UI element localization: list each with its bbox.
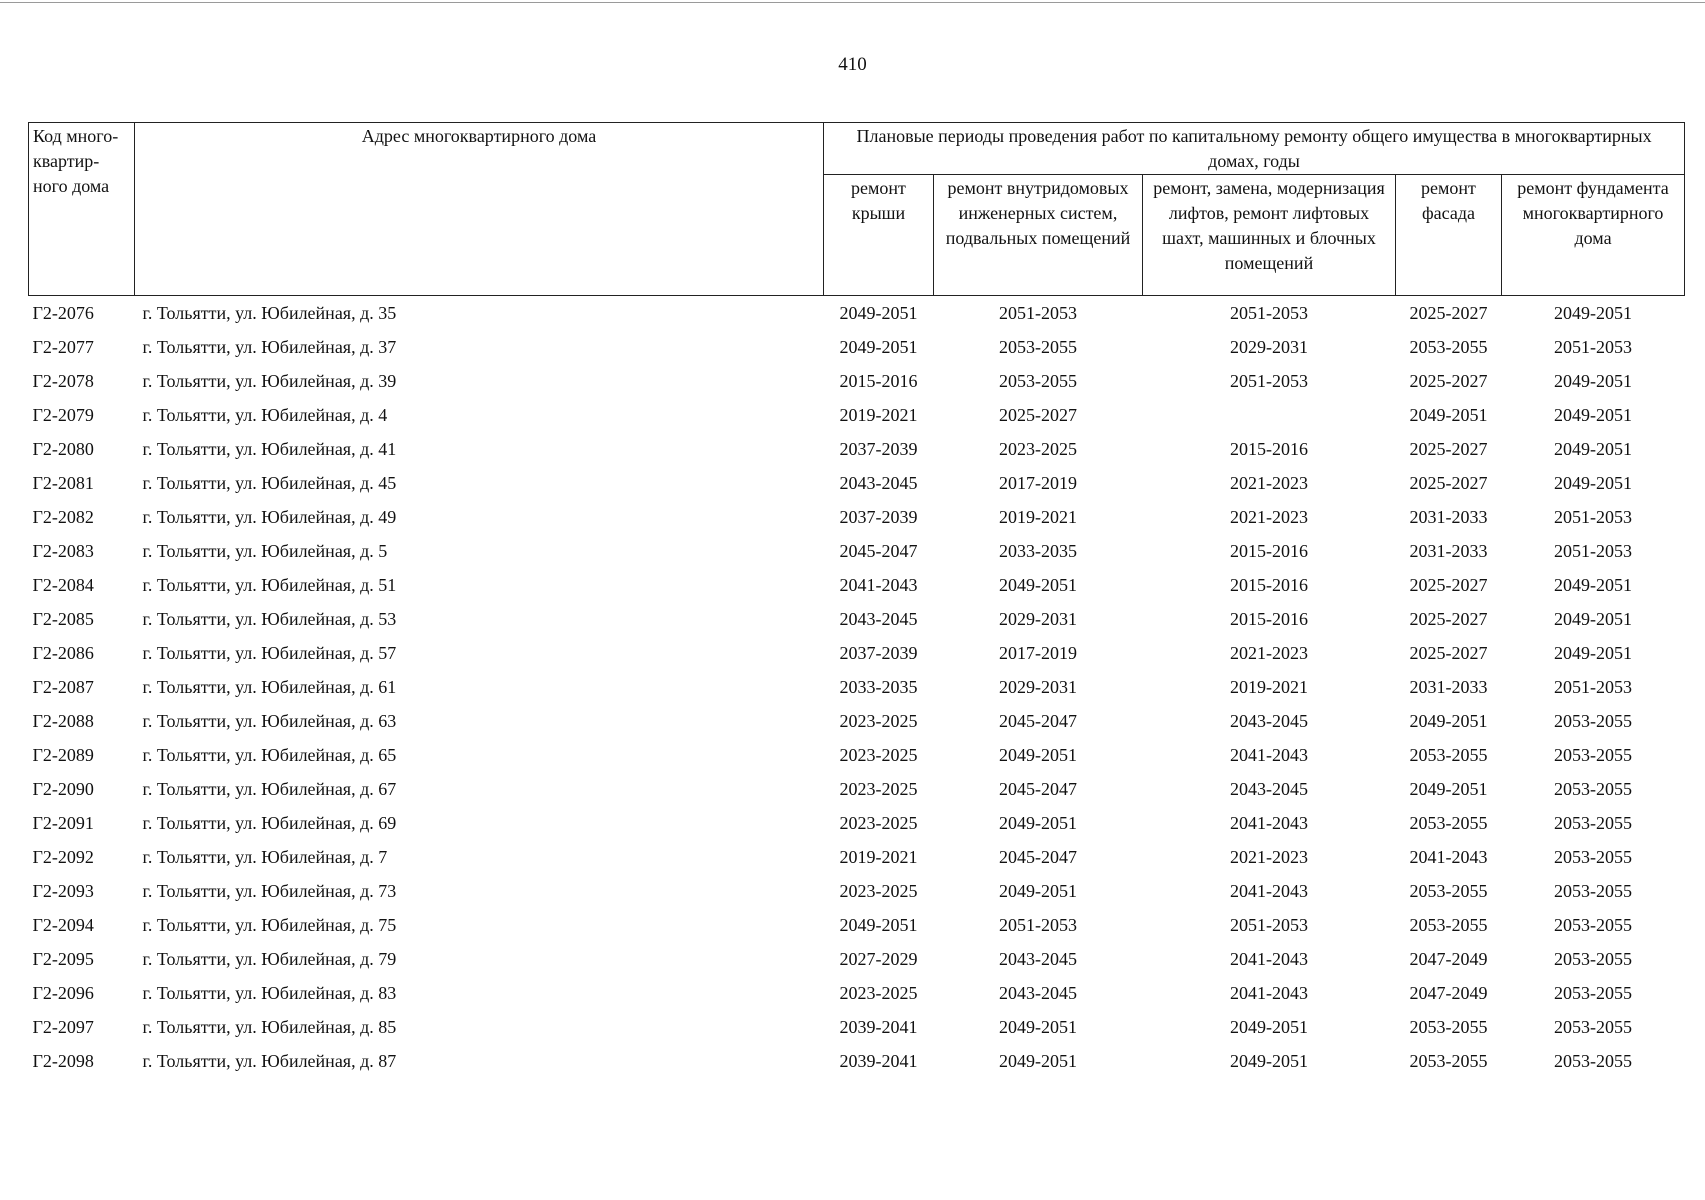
header-address: Адрес многоквартирного дома: [135, 123, 824, 296]
cell-roof-repair: 2049-2051: [839, 914, 918, 935]
cell-engineering-systems-repair: 2017-2019: [999, 642, 1077, 663]
cell-facade-repair: 2053-2055: [1409, 914, 1488, 935]
cell-lift-repair: 2015-2016: [1230, 438, 1308, 459]
cell-address: г. Тольятти, ул. Юбилейная, д. 49: [142, 506, 397, 527]
cell-foundation-repair: 2049-2051: [1554, 302, 1633, 323]
cell-engineering-systems-repair: 2049-2051: [999, 812, 1077, 833]
cell-address: г. Тольятти, ул. Юбилейная, д. 87: [142, 1050, 397, 1071]
cell-building-code: Г2-2082: [32, 506, 94, 527]
cell-building-code: Г2-2098: [32, 1050, 94, 1071]
cell-address: г. Тольятти, ул. Юбилейная, д. 67: [142, 778, 397, 799]
table-row: [29, 534, 1685, 568]
cell-engineering-systems-repair: 2049-2051: [999, 744, 1077, 765]
cell-foundation-repair: 2053-2055: [1554, 744, 1633, 765]
cell-lift-repair: 2029-2031: [1230, 336, 1308, 357]
capital-repair-schedule-table: [28, 122, 1685, 1078]
cell-building-code: Г2-2088: [32, 710, 94, 731]
cell-building-code: Г2-2078: [32, 370, 94, 391]
cell-foundation-repair: 2053-2055: [1554, 1050, 1633, 1071]
cell-lift-repair: 2041-2043: [1230, 982, 1308, 1003]
cell-engineering-systems-repair: 2051-2053: [999, 914, 1077, 935]
cell-facade-repair: 2031-2033: [1409, 506, 1488, 527]
cell-facade-repair: 2049-2051: [1409, 778, 1488, 799]
cell-building-code: Г2-2091: [32, 812, 94, 833]
cell-foundation-repair: 2049-2051: [1554, 370, 1633, 391]
cell-lift-repair: [1143, 398, 1396, 432]
cell-facade-repair: 2053-2055: [1409, 744, 1488, 765]
cell-facade-repair: 2025-2027: [1409, 574, 1488, 595]
cell-foundation-repair: 2049-2051: [1554, 438, 1633, 459]
cell-address: г. Тольятти, ул. Юбилейная, д. 51: [142, 574, 397, 595]
cell-roof-repair: 2015-2016: [839, 370, 918, 391]
cell-roof-repair: 2039-2041: [839, 1050, 918, 1071]
cell-building-code: Г2-2085: [32, 608, 94, 629]
cell-address: г. Тольятти, ул. Юбилейная, д. 69: [142, 812, 397, 833]
header-facade-repair: ремонт фасада: [1396, 175, 1502, 296]
cell-foundation-repair: 2049-2051: [1554, 404, 1633, 425]
cell-building-code: Г2-2092: [32, 846, 94, 867]
table-row: [29, 432, 1685, 466]
cell-building-code: Г2-2079: [32, 404, 94, 425]
cell-address: г. Тольятти, ул. Юбилейная, д. 35: [142, 302, 397, 323]
cell-foundation-repair: 2049-2051: [1554, 608, 1633, 629]
cell-address: г. Тольятти, ул. Юбилейная, д. 7: [142, 846, 388, 867]
cell-foundation-repair: 2049-2051: [1554, 472, 1633, 493]
cell-roof-repair: 2023-2025: [839, 710, 918, 731]
cell-address: г. Тольятти, ул. Юбилейная, д. 83: [142, 982, 397, 1003]
cell-lift-repair: 2019-2021: [1230, 676, 1308, 697]
cell-lift-repair: 2049-2051: [1230, 1050, 1308, 1071]
cell-foundation-repair: 2053-2055: [1554, 982, 1633, 1003]
cell-facade-repair: 2053-2055: [1409, 1016, 1488, 1037]
cell-building-code: Г2-2096: [32, 982, 94, 1003]
table-row: [29, 1010, 1685, 1044]
cell-foundation-repair: 2053-2055: [1554, 914, 1633, 935]
cell-roof-repair: 2045-2047: [839, 540, 918, 561]
cell-building-code: Г2-2084: [32, 574, 94, 595]
cell-building-code: Г2-2083: [32, 540, 94, 561]
cell-building-code: Г2-2094: [32, 914, 94, 935]
cell-lift-repair: 2021-2023: [1230, 642, 1308, 663]
table-row: [29, 874, 1685, 908]
cell-lift-repair: 2041-2043: [1230, 744, 1308, 765]
cell-roof-repair: 2039-2041: [839, 1016, 918, 1037]
cell-engineering-systems-repair: 2053-2055: [999, 336, 1077, 357]
cell-foundation-repair: 2053-2055: [1554, 710, 1633, 731]
cell-foundation-repair: 2053-2055: [1554, 880, 1633, 901]
cell-foundation-repair: 2051-2053: [1554, 506, 1633, 527]
cell-engineering-systems-repair: 2017-2019: [999, 472, 1077, 493]
header-lift-repair: ремонт, замена, модернизация лифтов, ремонт лифтовых шахт, машинных и блочных помещений: [1143, 175, 1396, 296]
table-row: [29, 806, 1685, 840]
cell-lift-repair: 2021-2023: [1230, 846, 1308, 867]
cell-engineering-systems-repair: 2019-2021: [999, 506, 1077, 527]
cell-foundation-repair: 2053-2055: [1554, 1016, 1633, 1037]
cell-lift-repair: 2049-2051: [1230, 1016, 1308, 1037]
cell-roof-repair: 2023-2025: [839, 880, 918, 901]
cell-facade-repair: 2025-2027: [1409, 438, 1488, 459]
cell-building-code: Г2-2090: [32, 778, 94, 799]
header-foundation-repair: ремонт фундамента многоквартирного дома: [1502, 175, 1685, 296]
cell-facade-repair: 2025-2027: [1409, 472, 1488, 493]
cell-engineering-systems-repair: 2049-2051: [999, 880, 1077, 901]
cell-engineering-systems-repair: 2053-2055: [999, 370, 1077, 391]
cell-roof-repair: 2049-2051: [839, 302, 918, 323]
cell-roof-repair: 2023-2025: [839, 982, 918, 1003]
table-row: [29, 398, 1685, 432]
cell-building-code: Г2-2076: [32, 302, 94, 323]
cell-roof-repair: 2019-2021: [839, 404, 918, 425]
cell-lift-repair: 2015-2016: [1230, 608, 1308, 629]
table-row: [29, 568, 1685, 602]
cell-engineering-systems-repair: 2045-2047: [999, 778, 1077, 799]
cell-building-code: Г2-2097: [32, 1016, 94, 1037]
cell-roof-repair: 2023-2025: [839, 778, 918, 799]
cell-address: г. Тольятти, ул. Юбилейная, д. 57: [142, 642, 397, 663]
cell-facade-repair: 2053-2055: [1409, 812, 1488, 833]
table-row: [29, 976, 1685, 1010]
cell-address: г. Тольятти, ул. Юбилейная, д. 37: [142, 336, 397, 357]
cell-address: г. Тольятти, ул. Юбилейная, д. 4: [142, 404, 388, 425]
cell-building-code: Г2-2081: [32, 472, 94, 493]
cell-engineering-systems-repair: 2049-2051: [999, 1016, 1077, 1037]
cell-engineering-systems-repair: 2049-2051: [999, 1050, 1077, 1071]
cell-engineering-systems-repair: 2043-2045: [999, 948, 1077, 969]
cell-building-code: Г2-2086: [32, 642, 94, 663]
cell-lift-repair: 2051-2053: [1230, 370, 1308, 391]
cell-lift-repair: 2015-2016: [1230, 574, 1308, 595]
cell-engineering-systems-repair: 2043-2045: [999, 982, 1077, 1003]
cell-engineering-systems-repair: 2023-2025: [999, 438, 1077, 459]
cell-foundation-repair: 2049-2051: [1554, 642, 1633, 663]
cell-roof-repair: 2041-2043: [839, 574, 918, 595]
cell-roof-repair: 2033-2035: [839, 676, 918, 697]
table-row: [29, 330, 1685, 364]
cell-lift-repair: 2021-2023: [1230, 506, 1308, 527]
cell-engineering-systems-repair: 2045-2047: [999, 846, 1077, 867]
cell-lift-repair: 2051-2053: [1230, 914, 1308, 935]
header-planned-periods: Плановые периоды проведения работ по капитальному ремонту общего имущества в многоквартирных домах, годы: [824, 123, 1685, 175]
header-roof-repair: ремонт крыши: [824, 175, 934, 296]
cell-facade-repair: 2049-2051: [1409, 404, 1488, 425]
cell-address: г. Тольятти, ул. Юбилейная, д. 41: [142, 438, 397, 459]
cell-foundation-repair: 2053-2055: [1554, 812, 1633, 833]
cell-lift-repair: 2043-2045: [1230, 778, 1308, 799]
cell-engineering-systems-repair: 2033-2035: [999, 540, 1077, 561]
schedule-table-container: [28, 122, 1684, 1078]
cell-facade-repair: 2025-2027: [1409, 370, 1488, 391]
cell-engineering-systems-repair: 2025-2027: [999, 404, 1077, 425]
cell-facade-repair: 2025-2027: [1409, 608, 1488, 629]
header-engineering-systems-repair: ремонт внутридомовых инженерных систем, подвальных помещений: [934, 175, 1143, 296]
cell-foundation-repair: 2051-2053: [1554, 676, 1633, 697]
cell-lift-repair: 2015-2016: [1230, 540, 1308, 561]
header-building-code: Код много-квартир-ного дома: [29, 123, 135, 296]
cell-lift-repair: 2051-2053: [1230, 302, 1308, 323]
cell-foundation-repair: 2053-2055: [1554, 948, 1633, 969]
table-row: [29, 942, 1685, 976]
cell-foundation-repair: 2051-2053: [1554, 540, 1633, 561]
cell-building-code: Г2-2080: [32, 438, 94, 459]
cell-address: г. Тольятти, ул. Юбилейная, д. 75: [142, 914, 397, 935]
cell-roof-repair: 2037-2039: [839, 642, 918, 663]
cell-facade-repair: 2053-2055: [1409, 880, 1488, 901]
cell-engineering-systems-repair: 2051-2053: [999, 302, 1077, 323]
table-row: [29, 670, 1685, 704]
table-row: [29, 364, 1685, 398]
cell-foundation-repair: 2049-2051: [1554, 574, 1633, 595]
cell-building-code: Г2-2095: [32, 948, 94, 969]
table-row: [29, 1044, 1685, 1078]
cell-facade-repair: 2047-2049: [1409, 982, 1488, 1003]
cell-foundation-repair: 2051-2053: [1554, 336, 1633, 357]
cell-foundation-repair: 2053-2055: [1554, 778, 1633, 799]
cell-facade-repair: 2053-2055: [1409, 336, 1488, 357]
cell-facade-repair: 2025-2027: [1409, 642, 1488, 663]
cell-building-code: Г2-2089: [32, 744, 94, 765]
cell-lift-repair: 2021-2023: [1230, 472, 1308, 493]
cell-roof-repair: 2023-2025: [839, 812, 918, 833]
cell-facade-repair: 2025-2027: [1409, 302, 1488, 323]
cell-roof-repair: 2027-2029: [839, 948, 918, 969]
cell-engineering-systems-repair: 2045-2047: [999, 710, 1077, 731]
cell-building-code: Г2-2077: [32, 336, 94, 357]
cell-address: г. Тольятти, ул. Юбилейная, д. 85: [142, 1016, 397, 1037]
cell-engineering-systems-repair: 2029-2031: [999, 608, 1077, 629]
cell-address: г. Тольятти, ул. Юбилейная, д. 39: [142, 370, 397, 391]
cell-lift-repair: 2043-2045: [1230, 710, 1308, 731]
table-row: [29, 772, 1685, 806]
cell-engineering-systems-repair: 2029-2031: [999, 676, 1077, 697]
cell-building-code: Г2-2087: [32, 676, 94, 697]
table-row: [29, 908, 1685, 942]
table-row: [29, 296, 1685, 331]
cell-facade-repair: 2031-2033: [1409, 540, 1488, 561]
cell-address: г. Тольятти, ул. Юбилейная, д. 63: [142, 710, 397, 731]
cell-address: г. Тольятти, ул. Юбилейная, д. 5: [142, 540, 388, 561]
cell-address: г. Тольятти, ул. Юбилейная, д. 61: [142, 676, 397, 697]
scan-top-rule: [0, 2, 1705, 3]
table-body: [29, 296, 1685, 1079]
cell-roof-repair: 2043-2045: [839, 472, 918, 493]
table-row: [29, 840, 1685, 874]
table-header: [29, 123, 1685, 296]
cell-facade-repair: 2047-2049: [1409, 948, 1488, 969]
cell-facade-repair: 2049-2051: [1409, 710, 1488, 731]
table-row: [29, 738, 1685, 772]
cell-roof-repair: 2037-2039: [839, 506, 918, 527]
cell-address: г. Тольятти, ул. Юбилейная, д. 45: [142, 472, 397, 493]
cell-engineering-systems-repair: 2049-2051: [999, 574, 1077, 595]
cell-lift-repair: 2041-2043: [1230, 880, 1308, 901]
cell-roof-repair: 2043-2045: [839, 608, 918, 629]
cell-address: г. Тольятти, ул. Юбилейная, д. 79: [142, 948, 397, 969]
table-row: [29, 500, 1685, 534]
table-row: [29, 602, 1685, 636]
cell-building-code: Г2-2093: [32, 880, 94, 901]
cell-facade-repair: 2041-2043: [1409, 846, 1488, 867]
cell-roof-repair: 2037-2039: [839, 438, 918, 459]
cell-address: г. Тольятти, ул. Юбилейная, д. 53: [142, 608, 397, 629]
cell-lift-repair: 2041-2043: [1230, 812, 1308, 833]
cell-roof-repair: 2019-2021: [839, 846, 918, 867]
table-row: [29, 704, 1685, 738]
cell-address: г. Тольятти, ул. Юбилейная, д. 65: [142, 744, 397, 765]
cell-address: г. Тольятти, ул. Юбилейная, д. 73: [142, 880, 397, 901]
cell-facade-repair: 2031-2033: [1409, 676, 1488, 697]
cell-roof-repair: 2023-2025: [839, 744, 918, 765]
cell-facade-repair: 2053-2055: [1409, 1050, 1488, 1071]
page-number: 410: [838, 54, 867, 75]
cell-lift-repair: 2041-2043: [1230, 948, 1308, 969]
table-row: [29, 466, 1685, 500]
cell-roof-repair: 2049-2051: [839, 336, 918, 357]
cell-foundation-repair: 2053-2055: [1554, 846, 1633, 867]
table-row: [29, 636, 1685, 670]
